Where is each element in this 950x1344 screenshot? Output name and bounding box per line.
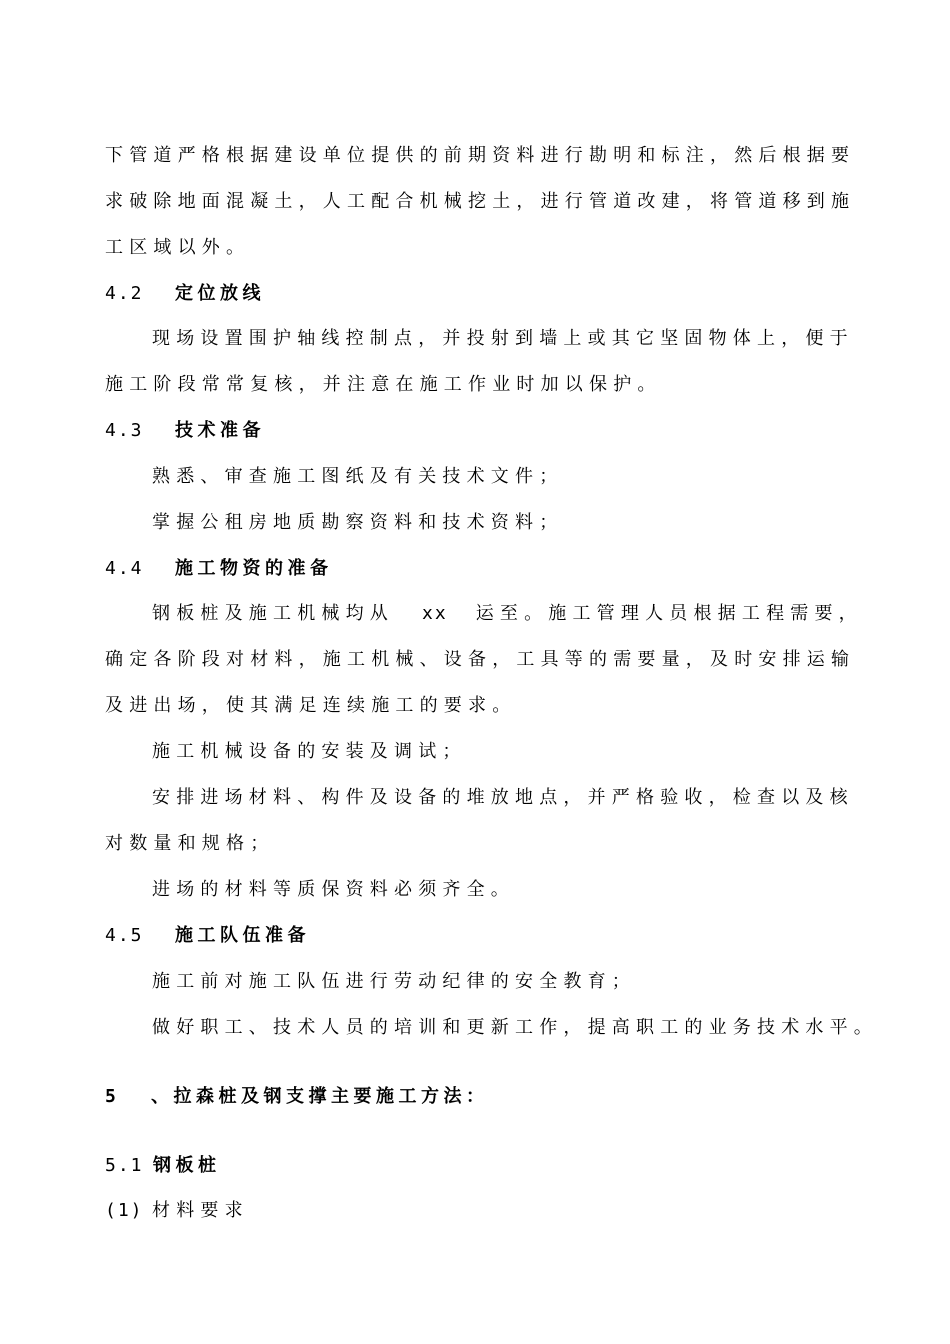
- paragraph-text: 钢板桩及施工机械均从: [152, 603, 394, 624]
- item-title: 材料要求: [152, 1200, 249, 1221]
- paragraph-line: 确定各阶段对材料，施工机械、设备，工具等的需要量，及时安排运输: [105, 649, 856, 670]
- section-number: 4.2: [105, 283, 144, 304]
- paragraph-line: 施工阶段常常复核，并注意在施工作业时加以保护。: [105, 374, 662, 395]
- paragraph-line: 下管道严格根据建设单位提供的前期资料进行勘明和标注，然后根据要: [105, 145, 856, 166]
- paragraph-line: 求破除地面混凝土，人工配合机械挖土，进行管道改建，将管道移到施: [105, 191, 856, 212]
- paragraph-line: 工区域以外。: [105, 237, 251, 258]
- paragraph-line: 做好职工、技术人员的培训和更新工作，提高职工的业务技术水平。: [152, 1017, 878, 1038]
- paragraph-line: 进场的材料等质保资料必须齐全。: [152, 879, 515, 900]
- section-title: 技术准备: [175, 420, 265, 441]
- section-heading-4-3: [105, 420, 265, 442]
- section-heading-4-4: [105, 558, 333, 580]
- paragraph-text: 运至。施工管理人员根据工程需要，: [475, 603, 863, 624]
- section-heading-4-5: [105, 925, 310, 947]
- paragraph-line: 施工机械设备的安装及调试；: [152, 741, 467, 762]
- section-title: 施工队伍准备: [175, 925, 310, 946]
- section-heading-4-2: [105, 283, 265, 305]
- section-number: 4.4: [105, 558, 144, 579]
- section-number: 4.3: [105, 420, 144, 441]
- chapter-title: 、拉森桩及钢支撑主要施工方法：: [151, 1086, 489, 1107]
- paragraph-line: 施工前对施工队伍进行劳动纪律的安全教育；: [152, 971, 636, 992]
- paragraph-line: 对数量和规格；: [105, 833, 275, 854]
- paragraph-line: 熟悉、审查施工图纸及有关技术文件；: [152, 466, 564, 487]
- paragraph-line: 安排进场材料、构件及设备的堆放地点，并严格验收，检查以及核: [152, 787, 854, 808]
- placeholder-text: xx: [422, 603, 448, 624]
- paragraph-line: 及进出场，使其满足连续施工的要求。: [105, 695, 517, 716]
- paragraph-line: 现场设置围护轴线控制点，并投射到墙上或其它坚固物体上，便于: [152, 328, 854, 349]
- chapter-heading-5: [105, 1086, 489, 1108]
- section-number: 5.1: [105, 1155, 144, 1176]
- paragraph-line: 掌握公租房地质勘察资料和技术资料；: [152, 512, 564, 533]
- list-item: [105, 1200, 249, 1222]
- section-title: 定位放线: [175, 283, 265, 304]
- paragraph-line: [152, 603, 863, 625]
- chapter-number: 5: [105, 1086, 118, 1107]
- item-number: (1): [105, 1200, 144, 1221]
- section-title: 施工物资的准备: [175, 558, 333, 579]
- section-number: 4.5: [105, 925, 144, 946]
- section-heading-5-1: [105, 1155, 221, 1177]
- section-title: 钢板桩: [153, 1155, 221, 1176]
